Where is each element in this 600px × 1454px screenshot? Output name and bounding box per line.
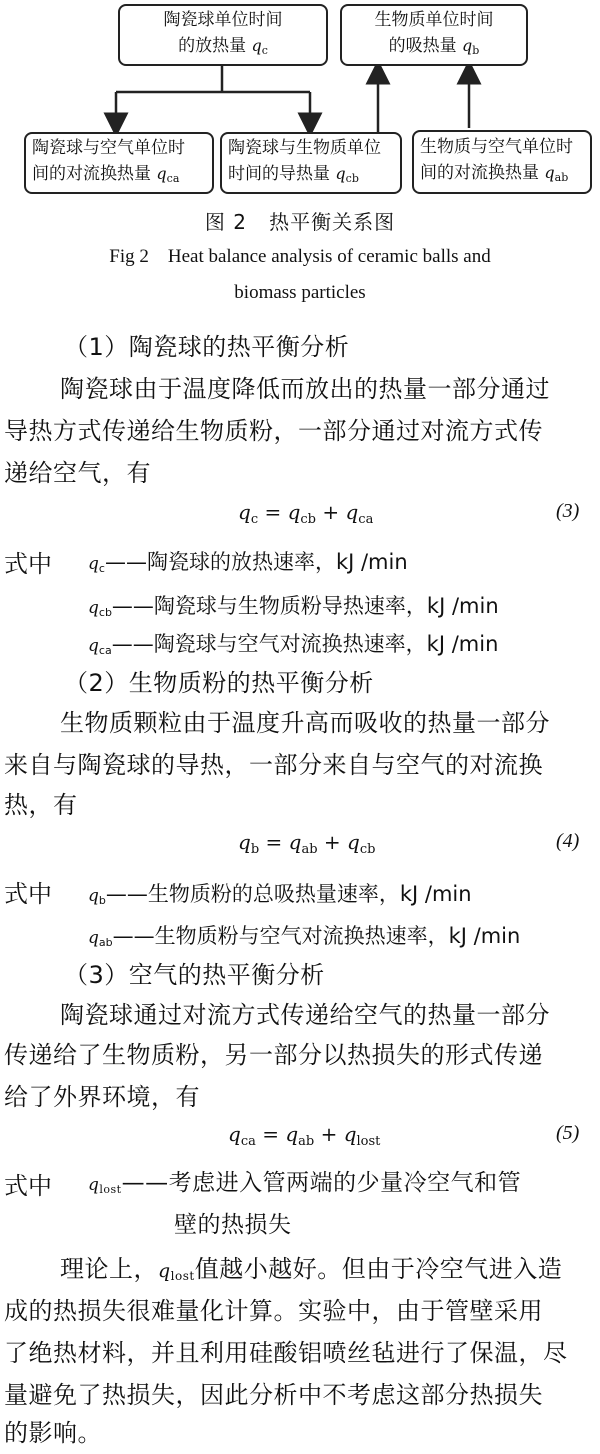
symbol: q [156,163,167,183]
box-line: 生物质单位时间 [374,9,494,30]
paragraph-line: 生物质颗粒由于温度升高而吸收的热量一部分 [60,709,550,737]
box-line: 陶瓷球与空气单位时 [32,137,185,158]
paragraph-line: 陶瓷球由于温度降低而放出的热量一部分通过 [60,375,550,403]
box-line: 陶瓷球单位时间 [163,9,283,30]
where-label: 式中 [4,880,52,908]
symbol: q [251,35,262,55]
paragraph-line: 理论上，qlost值越小越好。但由于冷空气进入造 [60,1255,563,1283]
paragraph-line: 热，有 [4,791,78,819]
paragraph-line: 传递给了生物质粉，另一部分以热损失的形式传递 [4,1041,543,1069]
paragraph-line: 给了外界环境，有 [4,1083,200,1111]
paragraph-line: 了绝热材料，并且利用硅酸铝喷丝毡进行了保温，尽 [4,1339,568,1367]
symbol-sub: ca [166,171,180,185]
box-ceramic-biomass [220,132,402,194]
symbol-sub: b [472,43,480,57]
equation-number: (3) [556,500,580,522]
section-heading: （1）陶瓷球的热平衡分析 [64,333,350,361]
symbol-definition: qc——陶瓷球的放热速率，kJ /min [88,550,408,575]
symbol-definition: qlost——考虑进入管两端的少量冷空气和管 [88,1170,522,1196]
symbol-definition-cont: 壁的热损失 [174,1212,292,1238]
paragraph-line: 陶瓷球通过对流方式传递给空气的热量一部分 [60,1001,550,1029]
symbol-sub: cb [345,171,359,185]
box-line: 的放热量 [178,35,247,56]
box-line: 陶瓷球与生物质单位 [228,137,381,158]
box-line: 生物质与空气单位时 [420,136,573,157]
equation-number: (5) [556,1122,580,1144]
where-label: 式中 [4,1172,52,1200]
box-line: 时间的导热量 [228,163,330,184]
box-line: 间的对流换热量 [32,163,151,184]
symbol-sub: ab [554,170,569,184]
symbol-definition: qca——陶瓷球与空气对流换热速率，kJ /min [88,632,499,657]
paragraph-line: 成的热损失很难量化计算。实验中，由于管壁采用 [4,1297,543,1325]
box-ceramic-air [24,132,214,194]
equation-3: $q_c = q_{cb} + q_{ca}$ [238,500,374,527]
box-line: 间的对流换热量 [420,162,539,183]
figure-caption-en-line1: Fig 2 Heat balance analysis of ceramic balls and [109,246,491,267]
figure-caption-cn: 图 2 热平衡关系图 [204,210,396,234]
symbol: q [335,163,346,183]
section-heading: （3）空气的热平衡分析 [64,961,325,989]
box-ceramic-heat-release [118,4,328,66]
paragraph-line: 量避免了热损失，因此分析中不考虑这部分热损失 [4,1381,543,1409]
symbol-definition: qab——生物质粉与空气对流换热速率，kJ /min [88,924,521,949]
paragraph-line: 递给空气，有 [4,459,151,487]
symbol: q [544,162,555,182]
where-label: 式中 [4,550,52,578]
symbol-definition: qcb——陶瓷球与生物质粉导热速率，kJ /min [88,594,499,619]
symbol: q [462,35,473,55]
paragraph-line: 导热方式传递给生物质粉，一部分通过对流方式传 [4,417,543,445]
symbol-definition: qb——生物质粉的总吸热量速率，kJ /min [88,882,472,907]
paragraph-line: 的影响。 [4,1419,102,1447]
figure-caption-en-line2: biomass particles [234,282,366,303]
paragraph-line: 来自与陶瓷球的导热，一部分来自与空气的对流换 [4,751,543,779]
box-biomass-heat-absorb [340,4,528,66]
equation-5: $q_{ca} = q_{ab} + q_{lost}$ [228,1122,381,1149]
connector-ceramic-split [116,66,310,92]
symbol-sub: c [261,43,268,57]
equation-number: (4) [556,830,580,852]
section-heading: （2）生物质粉的热平衡分析 [64,669,374,697]
box-line: 的吸热量 [388,35,457,56]
equation-4: $q_b = q_{ab} + q_{cb}$ [238,830,376,857]
box-biomass-air [412,130,592,194]
